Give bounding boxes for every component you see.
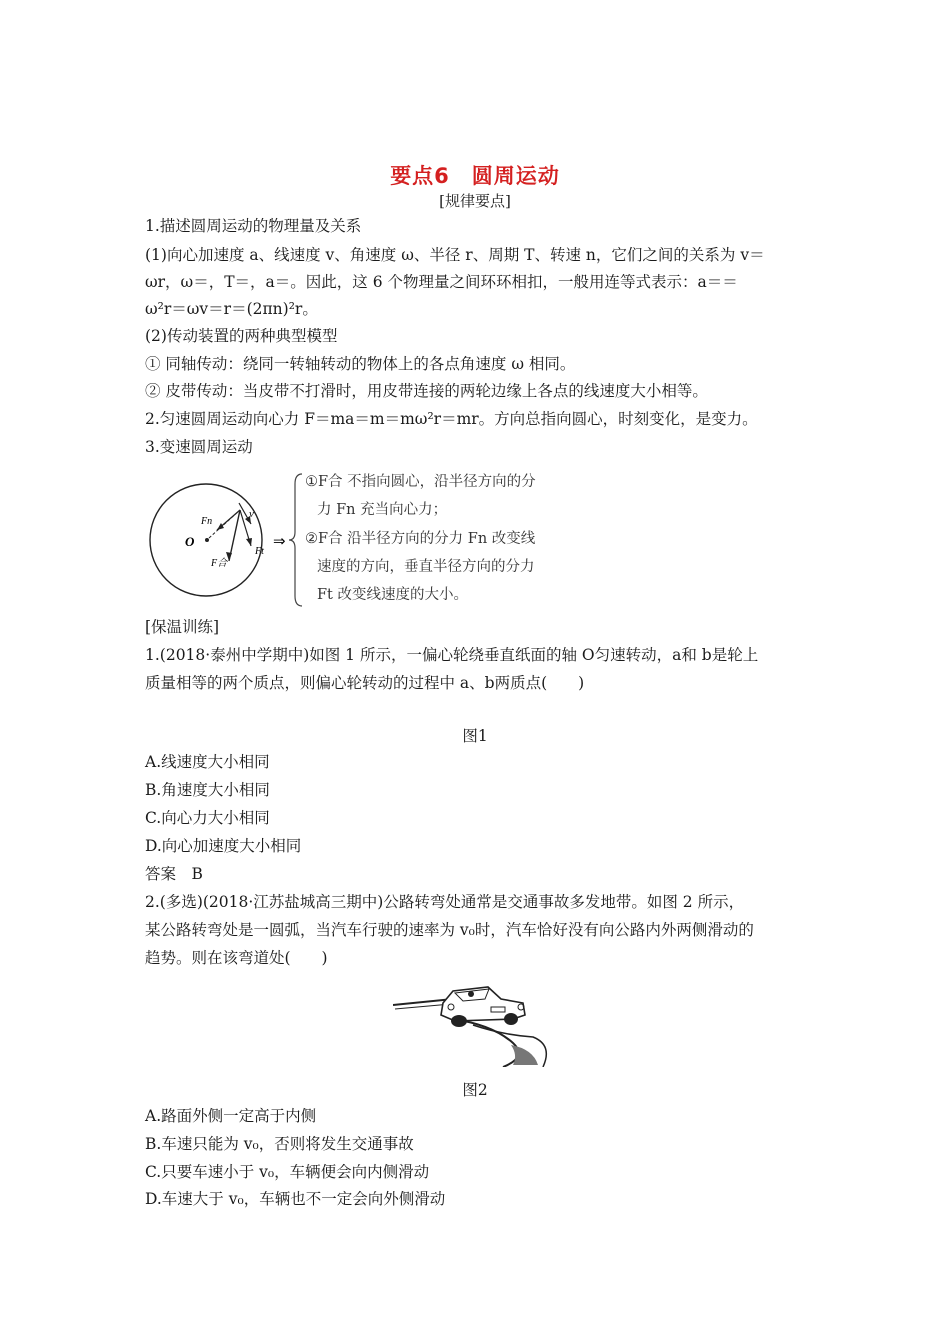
option-a: A.路面外侧一定高于内侧	[145, 1107, 317, 1125]
option-b: B.车速只能为 v₀，否则将发生交通事故	[145, 1135, 414, 1153]
bracket-line: 速度的方向，垂直半径方向的分力	[317, 559, 535, 575]
page-title: 要点6 圆周运动	[390, 164, 560, 188]
option-c: C.向心力大小相同	[145, 809, 270, 827]
rule-paragraph-line: ωr，ω＝，T＝，a＝。因此，这 6 个物理量之间环环相扣，一般用连等式表示：a＝＝	[145, 273, 738, 291]
rule-item: ① 同轴传动：绕同一转轴转动的物体上的各点角速度 ω 相同。	[145, 355, 576, 373]
arrowhead	[246, 538, 252, 546]
wheel	[451, 1015, 467, 1027]
rule-subheading: (2)传动装置的两种典型模型	[145, 327, 338, 345]
bracket-line: Ft 改变线速度的大小。	[317, 587, 468, 603]
label-v: v	[249, 508, 254, 520]
question-1-text: 1.(2018·泰州中学期中)如图 1 所示，一偏心轮绕垂直纸面的轴 O匀速转动，a和 b是轮上	[145, 646, 759, 664]
label-fn: Fn	[201, 516, 213, 527]
rule-paragraph-line: ω²r＝ωv＝r＝(2πn)²r。	[145, 300, 318, 318]
rule-paragraph-line: (1)向心加速度 a、线速度 v、角速度 ω、半径 r、周期 T、转速 n，它们之间的关系为 v＝	[145, 246, 765, 264]
option-d: D.向心加速度大小相同	[145, 837, 302, 855]
wheel	[504, 1013, 518, 1025]
question-2-text: 趋势。则在该弯道处( )	[145, 949, 328, 967]
road-gravel	[511, 1045, 538, 1065]
rule-item: ② 皮带传动：当皮带不打滑时，用皮带连接的两轮边缘上各点的线速度大小相等。	[145, 382, 708, 400]
option-d: D.车速大于 v₀，车辆也不一定会向外侧滑动	[145, 1190, 446, 1208]
practice-header: [保温训练]	[145, 618, 220, 636]
car-on-curve-image	[393, 985, 553, 1067]
label-o: O	[185, 534, 195, 549]
rule-heading-3: 3.变速圆周运动	[145, 438, 253, 456]
option-c: C.只要车速小于 v₀，车辆便会向内侧滑动	[145, 1163, 430, 1181]
curly-bracket	[289, 474, 302, 606]
section-subtitle: [规律要点]	[439, 192, 511, 210]
label-fhe: F合	[211, 558, 228, 569]
center-point	[205, 538, 209, 542]
figure-1-caption: 图1	[462, 727, 488, 745]
bracket-line: ②F合 沿半径方向的分力 Fn 改变线	[305, 531, 536, 547]
question-1-text: 质量相等的两个质点，则偏心轮转动的过程中 a、b两质点( )	[145, 674, 585, 692]
question-2-text: 2.(多选)(2018·江苏盐城高三期中)公路转弯处通常是交通事故多发地带。如图 2 所示，	[145, 893, 745, 911]
rule-heading-2: 2.匀速圆周运动向心力 F＝ma＝m＝mω²r＝mr。方向总指向圆心，时刻变化，是变力。	[145, 410, 758, 428]
question-2-text: 某公路转弯处是一圆弧，当汽车行驶的速率为 v₀时，汽车恰好没有向公路内外两侧滑动的	[145, 921, 754, 939]
figure-2-caption: 图2	[462, 1081, 488, 1099]
circular-motion-diagram	[145, 466, 565, 614]
option-a: A.线速度大小相同	[145, 753, 270, 771]
driver-head	[468, 991, 474, 997]
rule-heading-1: 1.描述圆周运动的物理量及关系	[145, 217, 362, 235]
label-ft: Ft	[255, 546, 264, 557]
answer-1: 答案 B	[145, 865, 203, 883]
bracket-line: ①F合 不指向圆心，沿半径方向的分	[305, 474, 536, 490]
option-b: B.角速度大小相同	[145, 781, 270, 799]
bracket-line: 力 Fn 充当向心力；	[317, 502, 448, 518]
implies-arrow: ⇒	[273, 532, 286, 550]
